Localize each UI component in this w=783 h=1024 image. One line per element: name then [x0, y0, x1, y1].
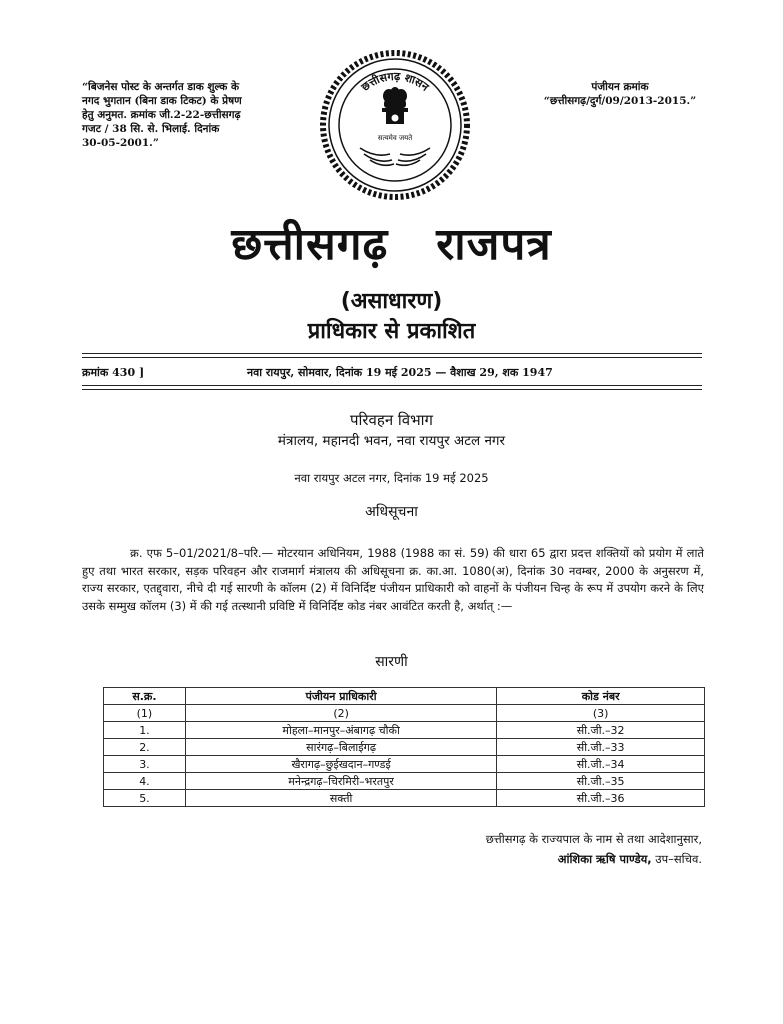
issue-dateline: नवा रायपुर, सोमवार, दिनांक 19 मई 2025 — वैशाख 29, शक 1947	[247, 366, 553, 379]
signatory-block	[380, 852, 702, 867]
notice-body: क्र. एफ 5–01/2021/8–परि.— मोटरयान अधिनियम, 1988 (1988 का सं. 59) की धारा 65 द्वारा प्रदत्त शक्तियों को प्रयोग में लाते हुए तथा भारत सरकार, सड़क परिवहन और राजमार्ग मंत्रालय की अधिसूचना क्र. का.आ. 1080(अ), दिनांक 30 नवम्बर, 2000 के अनुसरण में, राज्य सरकार, एतद्द्वारा, नीचे दी गई सारणी के कॉलम (2) में विनिर्दिष्ट पंजीयन प्राधिकारी को वाहनों के पंजीयन चिन्ह के रूप में उपयोग करने के लिए उसके सम्मुख कॉलम (3) में की गई तत्स्थानी प्रविष्टि में विनिर्दिष्ट कोड नंबर आवंटित करती है, अर्थात् :—	[82, 546, 704, 613]
serial-cell: 1.	[104, 722, 186, 739]
authority-cell: मोहला–मानपुर–अंबागढ़ चौकी	[185, 722, 496, 739]
gazette-subtitle-authority: प्राधिकार से प्रकाशित	[307, 319, 476, 344]
serial-cell: 4.	[104, 773, 186, 790]
header-authority: पंजीयन प्राधिकारी	[185, 688, 496, 705]
code-cell: सी.जी.–34	[497, 756, 705, 773]
authority-cell: सारंगढ़–बिलाईगढ़	[185, 739, 496, 756]
authority-cell: सक्ती	[185, 790, 496, 807]
divider-bottom-thin	[82, 389, 702, 390]
gazette-title-part1: छत्तीसगढ़	[231, 219, 389, 270]
table-row	[104, 739, 705, 756]
authority-line: छत्तीसगढ़ के राज्यपाल के नाम से तथा आदेशानुसार,	[485, 832, 702, 846]
colnum-1: (1)	[104, 705, 186, 722]
emblem-motto: सत्यमेव जयते	[377, 134, 413, 142]
postal-note-line: “बिजनेस पोस्ट के अन्तर्गत डाक शुल्क के	[82, 81, 240, 93]
table-row	[104, 790, 705, 807]
code-cell: सी.जी.–33	[497, 739, 705, 756]
postal-permission-note	[82, 80, 282, 150]
divider-top	[82, 353, 702, 354]
gazette-subtitle-extraordinary: (असाधारण)	[340, 289, 443, 314]
serial-cell: 3.	[104, 756, 186, 773]
notice-date: नवा रायपुर अटल नगर, दिनांक 19 मई 2025	[294, 471, 489, 485]
header-serial: स.क्र.	[104, 688, 186, 705]
gazette-title	[0, 212, 783, 272]
code-cell: सी.जी.–35	[497, 773, 705, 790]
postal-note-line: 30-05-2001.”	[82, 137, 159, 149]
emblem-title: छत्तीसगढ़ शासन	[358, 69, 432, 94]
postal-note-line: नगद भुगतान (बिना डाक टिकट) के प्रेषण	[82, 95, 242, 107]
code-cell: सी.जी.–32	[497, 722, 705, 739]
department-name: परिवहन विभाग	[349, 411, 434, 429]
authority-cell: खैरागढ़–छुईखदान–गण्डई	[185, 756, 496, 773]
signatory-designation: उप–सचिव.	[651, 852, 702, 866]
code-cell: सी.जी.–36	[497, 790, 705, 807]
authority-cell: मनेन्द्रगढ़–चिरमिरी–भरतपुर	[185, 773, 496, 790]
registration-note	[520, 80, 720, 108]
table-row	[104, 722, 705, 739]
header-code: कोड नंबर	[497, 688, 705, 705]
registration-number: “छत्तीसगढ़/दुर्ग/09/2013-2015.”	[543, 95, 697, 107]
registration-label: पंजीयन क्रमांक	[591, 81, 649, 93]
registration-code-table	[103, 687, 705, 807]
colnum-2: (2)	[185, 705, 496, 722]
notice-heading: अधिसूचना	[365, 504, 418, 520]
table-header-row	[104, 688, 705, 705]
table-row	[104, 756, 705, 773]
state-emblem-icon	[320, 50, 470, 200]
table-title: सारणी	[375, 654, 408, 670]
colnum-3: (3)	[497, 705, 705, 722]
signatory-name: आंशिका ऋषि पाण्डेय,	[557, 852, 652, 866]
issue-number: क्रमांक 430 ]	[82, 366, 145, 379]
table-row	[104, 773, 705, 790]
table-colnum-row	[104, 705, 705, 722]
department-address: मंत्रालय, महानदी भवन, नवा रायपुर अटल नगर	[277, 433, 506, 449]
postal-note-line: हेतु अनुमत. क्रमांक जी.2-22-छत्तीसगढ़	[82, 109, 241, 121]
serial-cell: 5.	[104, 790, 186, 807]
gazette-title-part2: राजपत्र	[436, 219, 552, 270]
divider-top-thin	[82, 357, 702, 358]
serial-cell: 2.	[104, 739, 186, 756]
postal-note-line: गजट / 38 सि. से. भिलाई. दिनांक	[82, 123, 220, 135]
divider-bottom	[82, 385, 702, 386]
